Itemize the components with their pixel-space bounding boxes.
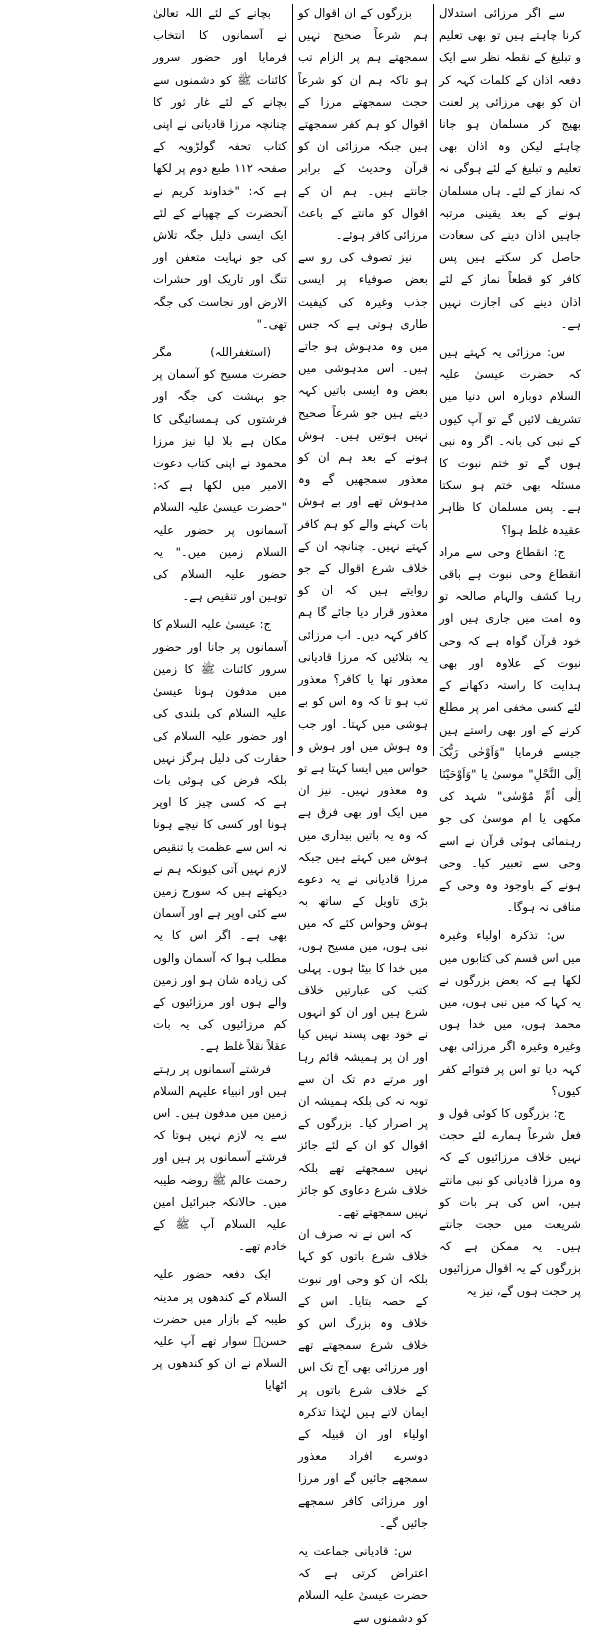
paragraph: ایک دفعہ حضور علیہ السلام کے کندھوں پر مدینہ طیبہ کے بازار میں حضرت حسنؓ سوار تھے آپ علیہ السلام نے ان کو کندھوں پر اٹھایا (153, 1267, 287, 1393)
paragraph: س: تذکرہ اولیاء وغیرہ میں اس قسم کی کتابوں میں لکھا ہے کہ بعض بزرگوں نے یہ کہا کہ میں نبی ہوں، میں محمد ہوں، میں خدا ہوں وغیرہ وغیرہ اگر مرزائی بھی کہہ دیا تو اس پر فتوائے کفر کیوں؟ (439, 928, 581, 1098)
paragraph: بچانے کے لئے اللہ تعالیٰ نے آسمانوں کا انتخاب فرمایا اور حضور سرور کائنات ﷺ کو دشمنوں سے بچانے کے لئے غار ثور کا چنانچہ مرزا قادیانی نے اپنی کتاب تحفہ گولڑویہ کے صفحہ ۱۱۲ طبع دوم پر لکھا ہے کہ: "خداوند کریم نے آنحضرت کے چھپانے کے لئے ایک ایسی ذلیل جگہ تلاش کی جو نہایت متعفن اور تنگ اور تاریک اور حشرات الارض اور نجاست کی جگہ تھی۔" (153, 6, 288, 331)
paragraph: کہ اس نے نہ صرف ان خلاف شرع باتوں کو کہا بلکہ ان کو وحی اور نبوت کے حصہ بتایا۔ اس کے خلاف وہ بزرگ اس کو خلاف شرع سمجھتے تھے اور مرزائی بھی آج تک اس کے خلاف شرع باتوں پر ایمان لاتے ہیں لہٰذا تذکرہ اولیاء اور ان قبیلہ کے دوسرے افراد معذور سمجھے جائیں گے اور مرزا اور مرزائی کافر سمجھے جائیں گے۔ (298, 1227, 428, 1530)
paragraph: بزرگوں کے ان اقوال کو ہم شرعاً صحیح نہیں سمجھتے ہم پر الزام تب ہو تاکہ ہم ان کو شرعاً حجت سمجھتے مرزا کے اقوال کو ہم کفر سمجھتے ہیں جبکہ مرزائی ان کو قرآن وحدیث کے برابر جانتے ہیں۔ ہم ان کے اقوال کو مانتے کے باعث مرزائی کافر ہوئے۔ (298, 6, 428, 243)
paragraph: سے اگر مرزائی استدلال کرنا چاہتے ہیں تو بھی تعلیم و تبلیغ کے نقطہ نظر سے ایک دفعہ اذان کے کلمات کہہ کر ان کو بھی مرزائی پر لعنت بھیج کر مسلمان ہو جانا چاہئے لیکن وہ اذان بھی تعلیم و تبلیغ کے لئے ہوگی نہ کہ نماز کے لئے۔ ہاں مسلمان ہونے کے بعد یقینی مرتبہ جاہیں اذان دینے کی سعادت حاصل کر سکتے ہیں پس کافر کو قطعاً نماز کے لئے اذان دینے کی اجازت نہیں ہے۔ (439, 6, 581, 331)
text-column-2 (293, 2, 433, 1625)
paragraph: (استغفراللہ) مگر حضرت مسیح کو آسمان پر جو بہشت کی جگہ اور فرشتوں کی ہمسائیگی کا مکان ہے بلا لیا نیز مرزا محمود نے اپنی کتاب دعوت الامیر میں لکھا ہے کہ: "حضرت عیسیٰ علیہ السلام آسمانوں پر حضور علیہ السلام زمین میں۔" یہ حضور علیہ السلام کی توہین اور تنقیص ہے۔ (153, 345, 287, 604)
text-column-1 (434, 2, 586, 1298)
paragraph: ج: عیسیٰ علیہ السلام کا آسمانوں پر جانا اور حضور سرور کائنات ﷺ کا زمین میں مدفون ہونا عیسیٰ علیہ السلام کی بلندی کی اور حضور علیہ السلام کی حقارت کی دلیل ہرگز نہیں بلکہ فرض کی ہوئی بات ہے کہ کسی چیز کا اوپر ہونا اور کسی کا نیچے ہونا نہ اس سے عظمت یا تنقیص لازم نہیں آتی کیونکہ ہم نے دیکھتے ہیں کہ سورج زمین سے کئی اوپر ہے اور آسمان بھی ہے۔ اگر اس کا یہ مطلب ہوا کہ آسمان والوں کی زیادہ شان ہو اور زمین والے ہوں اور مرزائیوں کے کم مرزائیوں کی یہ بات عقلاً نقلاً غلط ہے۔ (153, 617, 287, 1054)
paragraph: نیز تصوف کی رو سے بعض صوفیاء پر ایسی جذب وغیرہ کی کیفیت طاری ہوتی ہے کہ جس میں وہ مدہوش ہو جاتے ہیں۔ اس مدہوشی میں بعض وہ ایسی باتیں کہہ دیتے ہیں جو شرعاً صحیح نہیں ہوتیں ہیں۔ ہوش ہونے کے بعد ہم ان کو معذور سمجھیں گے وہ مدہوش تھے اور بے ہوش بات کہنے والے کو ہم کافر کہتے نہیں۔ چنانچہ ان کے خلاف شرع اقوال کے جو روایتے ہیں کہ ان کو معذور قرار دیا جائے گا ہم کافر کہہ دیں۔ اب مرزائی یہ بتلائیں کہ مرزا قادیانی معذور تھا یا کافر؟ معذور تب ہو تا کہ وہ اس کو بے ہوشی میں کہتا۔ اور جب وہ ہوش میں اور ہوش و حواس میں ایسا کہتا ہے تو وہ معذور نہیں۔ نیز ان میں ایک اور بھی فرق ہے کہ وہ یہ باتیں بیداری میں ہوش میں کہتے ہیں جبکہ مرزا قادیانی نے یہ دعوے بڑی تاویل کے ساتھ بہ ہوش وحواس کئے کہ میں نبی ہوں، میں مسیح ہوں، میں خدا کا بیٹا ہوں۔ پہلی کتب کی عبارتیں خلاف شرع ہیں اور ان کو انہوں نے خود بھی پسند نہیں کیا اور ان پر ہمیشہ قائم رہا اور مرتے دم تک ان سے توبہ نہ کی بلکہ ہمیشہ ان پر اصرار کیا۔ بزرگوں کے اقوال کو ان کے لئے جائز نہیں سمجھتے تھے بلکہ خلاف شرع دعاوی کو جائز نہیں سمجھتے تھے۔ (298, 250, 428, 1219)
paragraph: س: قادیانی جماعت یہ اعتراض کرتی ہے کہ حضرت عیسیٰ علیہ السلام کو دشمنوں سے (298, 1544, 428, 1625)
paragraph: س: مرزائی یہ کہتے ہیں کہ حضرت عیسیٰ علیہ السلام دوبارہ اس دنیا میں تشریف لائیں گے تو آپ کیوں کے نبی کی بانہ۔ اگر وہ نبی ہوں گے تو ختم نبوت کا مسئلہ بھی ختم ہو سکتا ہے۔ پس مسلمان کا ظاہر عقیدہ غلط ہوا؟ (439, 345, 581, 537)
paragraph: ج: بزرگوں کا کوئی قول و فعل شرعاً ہمارے لئے حجت نہیں خلاف مرزائیوں کے کہ وہ مرزا قادیانی کو نبی مانتے ہیں، اس کی ہر بات کو شریعت میں حجت جانتے ہیں۔ یہ ممکن ہے کہ بزرگوں کے یہ اقوال مرزائیوں پر حجت ہوں گے، نیز یہ (439, 1105, 581, 1298)
text-column-3 (148, 2, 292, 1393)
paragraph: ج: انقطاع وحی سے مراد انقطاع وحی نبوت ہے باقی رہا کشف والہام صالحہ تو وہ امت میں جاری ہیں اور خود قرآن گواہ ہے کہ وحی نبوت کے علاوہ اور بھی ہدایت کا راستہ دکھانے کے لئے کسی مخفی امر پر مطلع کرنے کے اور بھی راستے ہیں جیسے فرمایا "وَاَوْحٰی رَبُّکَ اِلَی النَّحْلِ" موسیٰ یا "وَاَوْحَیْنَا اِلٰی اُمِّ مُوْسٰی" شہد کی مکھی یا ام موسیٰ کی جو رہنمائی ہوئی قرآن نے اسے وحی سے تعبیر کیا۔ وحی ہونے کے باوجود وہ وحی کے منافی نہ ہوگا۔ (439, 544, 581, 915)
paragraph: فرشتے آسمانوں پر رہتے ہیں اور انبیاء علیہم السلام زمین میں مدفون ہیں۔ اس سے یہ لازم نہیں ہوتا کہ فرشتے آسمانوں پر ہیں اور رحمت عالم ﷺ روضہ طیبہ میں۔ حالانکہ جبرائیل امین علیہ السلام آپ ﷺ کے خادم تھے۔ (153, 1061, 287, 1254)
